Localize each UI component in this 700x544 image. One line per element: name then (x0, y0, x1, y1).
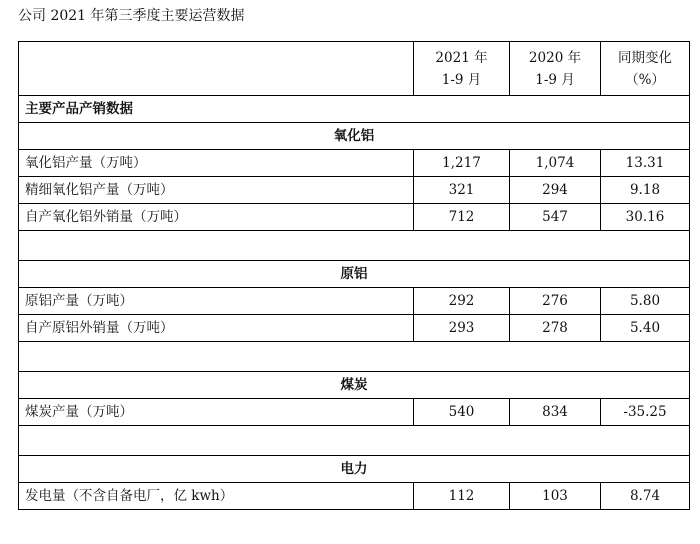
header-2020-period: 1-9 月 (535, 71, 575, 88)
value-change: 30.16 (601, 204, 690, 231)
value-2021: 712 (414, 204, 510, 231)
table-row (19, 483, 690, 510)
header-row (19, 42, 690, 96)
value-change: 5.40 (601, 315, 690, 342)
header-2020 (510, 42, 601, 96)
table-row (19, 288, 690, 315)
operating-data-table (18, 41, 690, 510)
spacer-cell (19, 231, 690, 261)
value-2020: 103 (510, 483, 601, 510)
header-change-unit: （%） (625, 71, 665, 88)
table-caption: 公司 2021 年第三季度主要运营数据 (18, 8, 245, 24)
value-2020: 547 (510, 204, 601, 231)
row-label: 自产氧化铝外销量（万吨） (19, 204, 414, 231)
spacer-row (19, 426, 690, 456)
table-row (19, 177, 690, 204)
group-header-row (19, 123, 690, 150)
value-change: 5.80 (601, 288, 690, 315)
group-header-row (19, 261, 690, 288)
section-title: 主要产品产销数据 (19, 96, 690, 123)
value-2021: 292 (414, 288, 510, 315)
value-change: 9.18 (601, 177, 690, 204)
value-change: 8.74 (601, 483, 690, 510)
row-label: 发电量（不含自备电厂，亿 kwh） (19, 483, 414, 510)
value-change: 13.31 (601, 150, 690, 177)
value-2021: 1,217 (414, 150, 510, 177)
group-header-row (19, 372, 690, 399)
header-blank-cell (19, 42, 414, 96)
value-2021: 321 (414, 177, 510, 204)
value-2020: 834 (510, 399, 601, 426)
group-header-row (19, 456, 690, 483)
value-2021: 293 (414, 315, 510, 342)
table-row (19, 204, 690, 231)
row-label: 煤炭产量（万吨） (19, 399, 414, 426)
spacer-cell (19, 342, 690, 372)
header-change-title: 同期变化 (618, 49, 672, 66)
value-change: -35.25 (601, 399, 690, 426)
value-2021: 112 (414, 483, 510, 510)
header-2021 (414, 42, 510, 96)
group-title: 煤炭 (19, 372, 690, 399)
row-label: 氧化铝产量（万吨） (19, 150, 414, 177)
value-2020: 1,074 (510, 150, 601, 177)
value-2020: 294 (510, 177, 601, 204)
header-2020-year: 2020 年 (528, 49, 582, 66)
row-label: 原铝产量（万吨） (19, 288, 414, 315)
group-title: 电力 (19, 456, 690, 483)
table-row (19, 399, 690, 426)
table-row (19, 150, 690, 177)
header-change (601, 42, 690, 96)
group-title: 氧化铝 (19, 123, 690, 150)
group-title: 原铝 (19, 261, 690, 288)
row-label: 自产原铝外销量（万吨） (19, 315, 414, 342)
section-row (19, 96, 690, 123)
spacer-cell (19, 426, 690, 456)
table-row (19, 315, 690, 342)
spacer-row (19, 231, 690, 261)
value-2020: 276 (510, 288, 601, 315)
value-2020: 278 (510, 315, 601, 342)
spacer-row (19, 342, 690, 372)
header-2021-year: 2021 年 (435, 49, 488, 66)
row-label: 精细氧化铝产量（万吨） (19, 177, 414, 204)
value-2021: 540 (414, 399, 510, 426)
header-2021-period: 1-9 月 (441, 71, 482, 88)
